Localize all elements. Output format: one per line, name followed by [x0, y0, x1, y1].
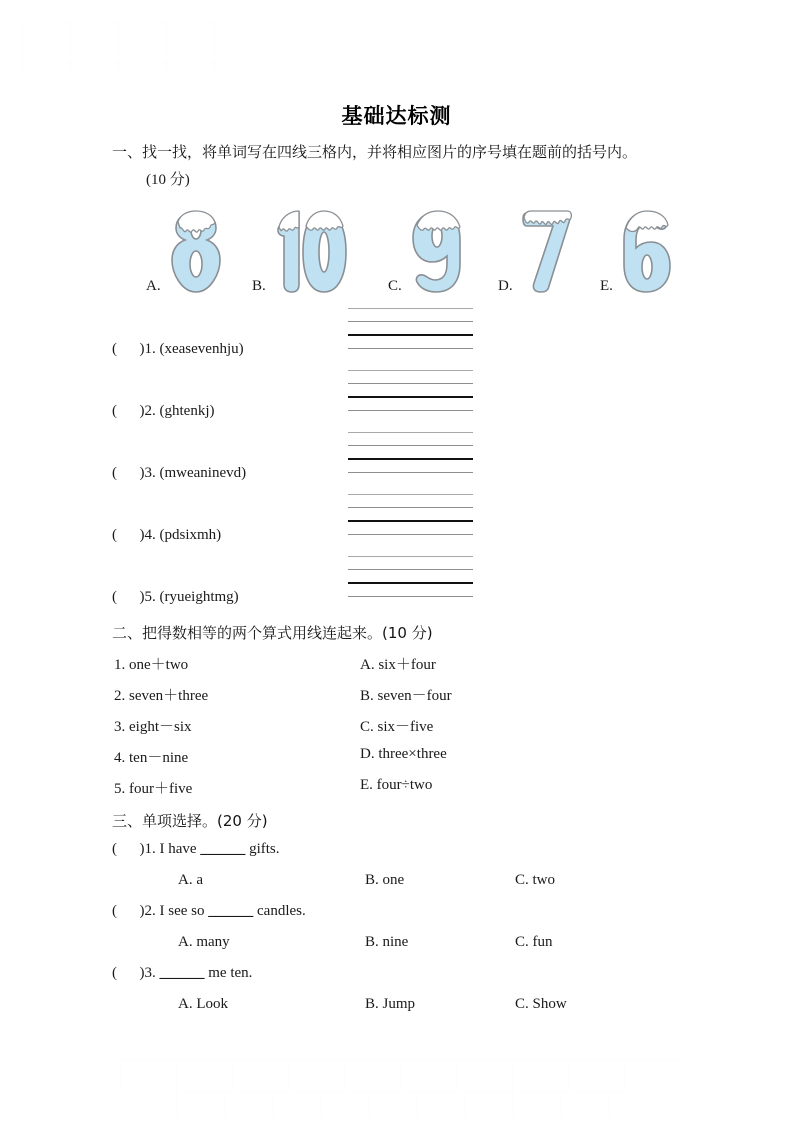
- section1-points: (10 分): [146, 172, 190, 188]
- mc-question-3-bracket[interactable]: ( ): [112, 965, 145, 981]
- match-left-2[interactable]: 2. seven＋three: [114, 688, 209, 704]
- section1-item-3: [112, 465, 246, 482]
- mc-question-2-num: 2.: [144, 903, 156, 919]
- number-figure-row: [0, 198, 793, 298]
- match-right-e[interactable]: E. four÷two: [360, 777, 433, 793]
- figure-d-label: D.: [498, 278, 513, 294]
- section1-item-2-num: 2.: [144, 403, 156, 419]
- mc-question-3-option-b[interactable]: B. Jump: [365, 996, 416, 1012]
- match-left-3[interactable]: 3. eight－six: [114, 719, 192, 735]
- match-right-a[interactable]: A. six＋four: [360, 657, 436, 673]
- writing-grid-4[interactable]: [348, 494, 473, 536]
- watermark-top: [22, 22, 222, 78]
- icy-number-7-icon: [519, 206, 575, 298]
- mc-question-3-option-a[interactable]: A. Look: [178, 996, 228, 1012]
- section1-item-5-bracket[interactable]: ( ): [112, 589, 145, 605]
- section1-item-4-num: 4.: [144, 527, 156, 543]
- mc-question-1-bracket[interactable]: ( ): [112, 841, 145, 857]
- section1-item-5: [112, 589, 239, 606]
- mc-question-3: [112, 965, 252, 982]
- section1-item-2: [112, 403, 214, 420]
- icy-number-8-icon: [167, 206, 225, 298]
- mc-question-3-stem-after: me ten.: [204, 965, 253, 981]
- mc-question-2-option-b[interactable]: B. nine: [365, 934, 409, 950]
- section3-heading: [112, 810, 268, 831]
- figure-b: [252, 206, 350, 298]
- mc-question-2: [112, 903, 306, 920]
- figure-c: [388, 206, 468, 298]
- mc-question-1: [112, 841, 279, 858]
- icy-number-6-icon: [619, 206, 675, 298]
- writing-grid-5[interactable]: [348, 556, 473, 598]
- mc-question-2-option-a[interactable]: A. many: [178, 934, 230, 950]
- section1-item-1-bracket[interactable]: ( ): [112, 341, 145, 357]
- section1-heading-text: 一、找一找，将单词写在四线三格内，并将相应图片的序号填在题前的括号内。: [112, 143, 638, 161]
- section1-item-3-word: (mweaninevd): [159, 465, 247, 481]
- match-right-c[interactable]: C. six－five: [360, 719, 434, 735]
- writing-grid-3[interactable]: [348, 432, 473, 474]
- section1-item-5-word: (ryueightmg): [159, 589, 239, 605]
- section1-item-1-num: 1.: [144, 341, 156, 357]
- section1-item-4-word: (pdsixmh): [159, 527, 222, 543]
- figure-e: [600, 206, 675, 298]
- mc-question-2-stem-after: candles.: [253, 903, 306, 919]
- writing-grid-2[interactable]: [348, 370, 473, 412]
- figure-a: [146, 206, 225, 298]
- mc-question-3-blank[interactable]: ______: [159, 965, 205, 981]
- page-title: 基础达标测: [341, 104, 452, 128]
- mc-question-1-stem-before: I have: [159, 841, 201, 857]
- mc-question-3-option-c[interactable]: C. Show: [515, 996, 567, 1012]
- mc-question-3-num: 3.: [144, 965, 156, 981]
- section1-item-1: [112, 341, 244, 358]
- figure-d: [498, 206, 575, 298]
- mc-question-2-option-c[interactable]: C. fun: [515, 934, 553, 950]
- mc-question-2-stem-before: I see so: [159, 903, 209, 919]
- watermark-bottom: [120, 1060, 680, 1090]
- mc-question-2-blank[interactable]: ______: [208, 903, 254, 919]
- mc-question-1-stem-after: gifts.: [245, 841, 280, 857]
- mc-question-1-blank[interactable]: ______: [200, 841, 246, 857]
- match-right-d[interactable]: D. three×three: [360, 746, 447, 762]
- section1-item-3-num: 3.: [144, 465, 156, 481]
- match-right-b[interactable]: B. seven－four: [360, 688, 452, 704]
- mc-question-1-option-a[interactable]: A. a: [178, 872, 203, 888]
- section1-item-1-word: (xeasevenhju): [159, 341, 244, 357]
- match-left-1[interactable]: 1. one＋two: [114, 657, 189, 673]
- figure-e-label: E.: [600, 278, 613, 294]
- section3-heading-text: 三、单项选择。(20 分): [112, 812, 268, 830]
- section1-item-5-num: 5.: [144, 589, 156, 605]
- icy-number-9-icon: [408, 206, 468, 298]
- match-left-5[interactable]: 5. four＋five: [114, 781, 193, 797]
- mc-question-1-option-b[interactable]: B. one: [365, 872, 405, 888]
- writing-grid-1[interactable]: [348, 308, 473, 350]
- watermark-bottom-bar: [176, 1092, 636, 1118]
- section2-heading: [112, 622, 433, 643]
- section1-item-3-bracket[interactable]: ( ): [112, 465, 145, 481]
- section1-heading: [112, 141, 637, 162]
- icy-number-10-icon: [272, 206, 350, 298]
- section2-heading-text: 二、把得数相等的两个算式用线连起来。(10 分): [112, 624, 433, 642]
- mc-question-2-bracket[interactable]: ( ): [112, 903, 145, 919]
- figure-a-label: A.: [146, 278, 161, 294]
- section1-item-4-bracket[interactable]: ( ): [112, 527, 145, 543]
- mc-question-1-num: 1.: [144, 841, 156, 857]
- section1-item-2-word: (ghtenkj): [159, 403, 215, 419]
- match-left-4[interactable]: 4. ten－nine: [114, 750, 189, 766]
- figure-b-label: B.: [252, 278, 266, 294]
- section1-item-2-bracket[interactable]: ( ): [112, 403, 145, 419]
- section1-item-4: [112, 527, 221, 544]
- mc-question-1-option-c[interactable]: C. two: [515, 872, 556, 888]
- figure-c-label: C.: [388, 278, 402, 294]
